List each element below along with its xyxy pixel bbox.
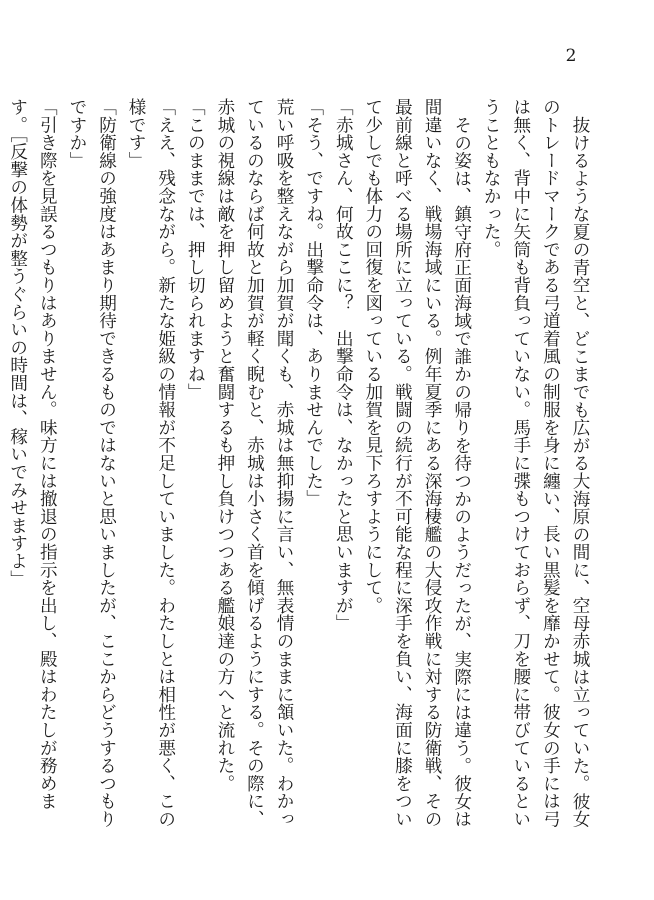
page-number: 2 (565, 46, 577, 66)
dialogue-line-2: 「そう、ですね。出撃命令は、ありませんでした」 (303, 98, 324, 508)
novel-body-text (7, 98, 594, 828)
paragraph-1: 抜けるような夏の青空と、どこまでも広がる大海原の間に、空母赤城は立っていた。彼女のトレードマークである弓道着風の制服を身に纏い、長い黒髪を靡かせて。彼女の手には弓は無く、背中に矢筒も背負っていない。馬手に弽もつけておらず、刀を腰に帯びているということもなかった。 (481, 98, 590, 828)
dialogue-line-3: 「このままでは、押し切られますね」 (185, 98, 206, 401)
paragraph-3: 荒い呼吸を整えながら加賀が聞くも、赤城は無抑揚に言い、無表情のままに頷いた。わかっているのならば何故と加賀が軽く睨むと、赤城は小さく首を傾げるようにする。その際に、赤城の視線は敵を押し留めようと奮闘するも押し負けつつある艦娘達の方へと流れた。 (214, 98, 295, 828)
dialogue-line-4: 「ええ、残念ながら。新たな姫級の情報が不足していました。わたしとは相性が悪く、この様です」 (126, 98, 176, 828)
dialogue-line-6: 「引き際を見誤るつもりはありません。味方には撤退の指示を出し、殿はわたしが務めます。［反撃の体勢が整うぐらいの時間は、稼いでみせますよ」 (7, 98, 58, 810)
paragraph-2: その姿は、鎮守府正面海域で誰かの帰りを待つかのようだったが、実際には違う。彼女は間違いなく、戦場海域にいる。例年夏季にある深海棲艦の大侵攻作戦に対する防衛戦、その最前線と呼べる場所に立っている。戦闘の続行が不可能な程に深手を負い、海面に膝をついて少しでも体力の回復を図っている加賀を見下ろすようにして。 (362, 98, 472, 828)
dialogue-line-5: 「防衛線の強度はあまり期待できるものではないと思いましたが、ここからどうするつもりですか」 (66, 98, 117, 828)
dialogue-line-1: 「赤城さん、何故ここに？ 出撃命令は、なかったと思いますが」 (333, 98, 354, 632)
